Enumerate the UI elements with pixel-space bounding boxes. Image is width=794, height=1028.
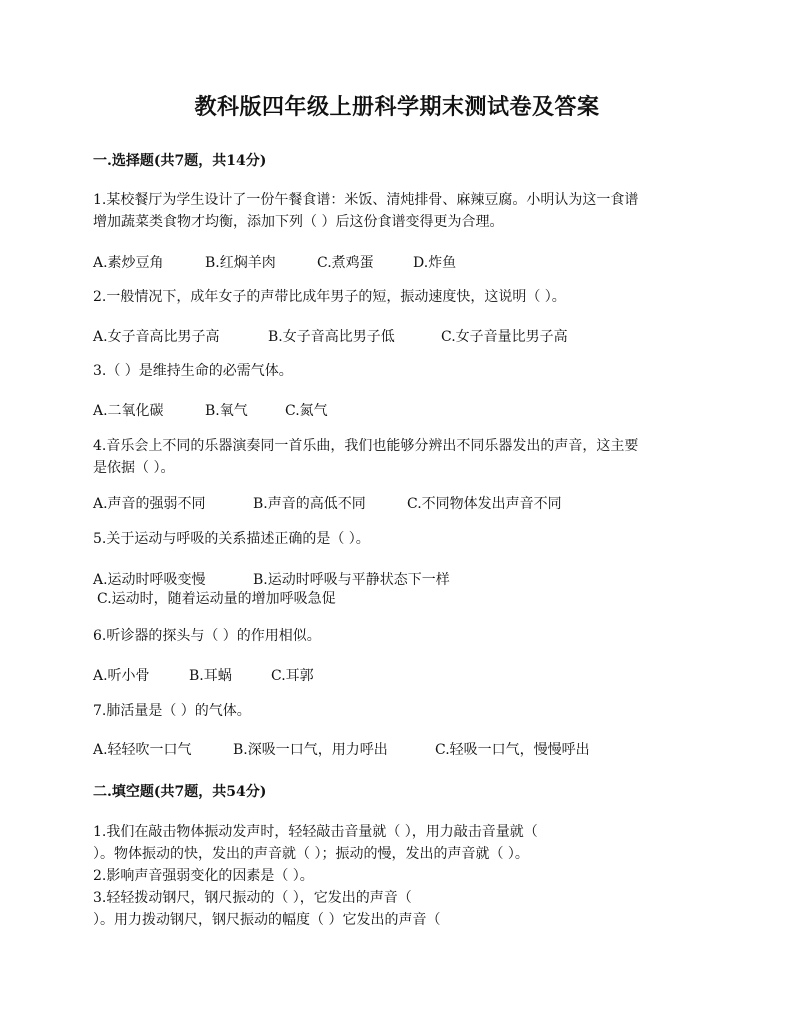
option: A.声音的强弱不同 [93,496,206,512]
question-1-line-2: 增加蔬菜类食物才均衡，添加下列（ ）后这份食谱变得更为合理。 [93,214,504,230]
option: C.氮气 [285,403,328,419]
question-7-line-1: 7.肺活量是（ ）的气体。 [93,703,251,719]
fill-line-4: 3.轻轻拨动钢尺，钢尺振动的（ ），它发出的声音（ [93,890,412,906]
section-heading-fill: 二.填空题(共7题，共54分) [93,784,267,800]
question-3-options [93,400,328,420]
question-6-line-1: 6.听诊器的探头与（ ）的作用相似。 [93,628,321,644]
question-1-line-1: 1.某校餐厅为学生设计了一份午餐食谱：米饭、清炖排骨、麻辣豆腐。小明认为这一食谱 [93,192,639,208]
option: A.女子音高比男子高 [93,329,220,345]
option: D.炸鱼 [413,255,457,271]
option: B.红焖羊肉 [205,255,276,271]
fill-line-3: 2.影响声音强弱变化的因素是（ ）。 [93,868,314,884]
option: C.不同物体发出声音不同 [407,496,562,512]
option: A.素炒豆角 [93,255,164,271]
option: B.声音的高低不同 [253,496,366,512]
option: B.耳蜗 [189,668,232,684]
question-4-line-1: 4.音乐会上不同的乐器演奏同一首乐曲，我们也能够分辨出不同乐器发出的声音，这主要 [93,438,639,454]
option: A.二氧化碳 [93,403,164,419]
question-2-options [93,326,568,346]
option: C.轻吸一口气，慢慢呼出 [435,742,590,758]
option: A.运动时呼吸变慢 [93,572,206,588]
option: B.深吸一口气，用力呼出 [233,742,388,758]
option: B.女子音高比男子低 [268,329,395,345]
fill-line-1: 1.我们在敲击物体振动发声时，轻轻敲击音量就（ ），用力敲击音量就（ [93,824,538,840]
section-heading-choice: 一.选择题(共7题，共14分) [93,153,267,169]
question-5-line-1: 5.关于运动与呼吸的关系描述正确的是（ ）。 [93,531,370,547]
question-2-line-1: 2.一般情况下，成年女子的声带比成年男子的短，振动速度快，这说明（ ）。 [93,289,566,305]
question-5-options [93,569,450,589]
option: A.轻轻吹一口气 [93,742,192,758]
question-7-options [93,739,590,759]
option: C.煮鸡蛋 [317,255,374,271]
option: A.听小骨 [93,668,150,684]
option: B.运动时呼吸与平静状态下一样 [253,572,450,588]
question-4-line-2: 是依据（ ）。 [93,460,175,476]
question-6-options [93,665,314,685]
question-5-option-c: C.运动时，随着运动量的增加呼吸急促 [97,591,336,607]
page-title: 教科版四年级上册科学期末测试卷及答案 [194,94,600,120]
question-3-line-1: 3.（ ）是维持生命的必需气体。 [93,363,293,379]
option: B.氧气 [205,403,248,419]
option: C.耳郭 [271,668,314,684]
fill-line-2: ）。物体振动的快，发出的声音就（ ）；振动的慢，发出的声音就（ ）。 [93,846,529,862]
question-4-options [93,493,562,513]
fill-line-5: ）。用力拨动钢尺，钢尺振动的幅度（ ）它发出的声音（ [93,912,441,928]
question-1-options [93,252,456,272]
option: C.女子音量比男子高 [441,329,568,345]
